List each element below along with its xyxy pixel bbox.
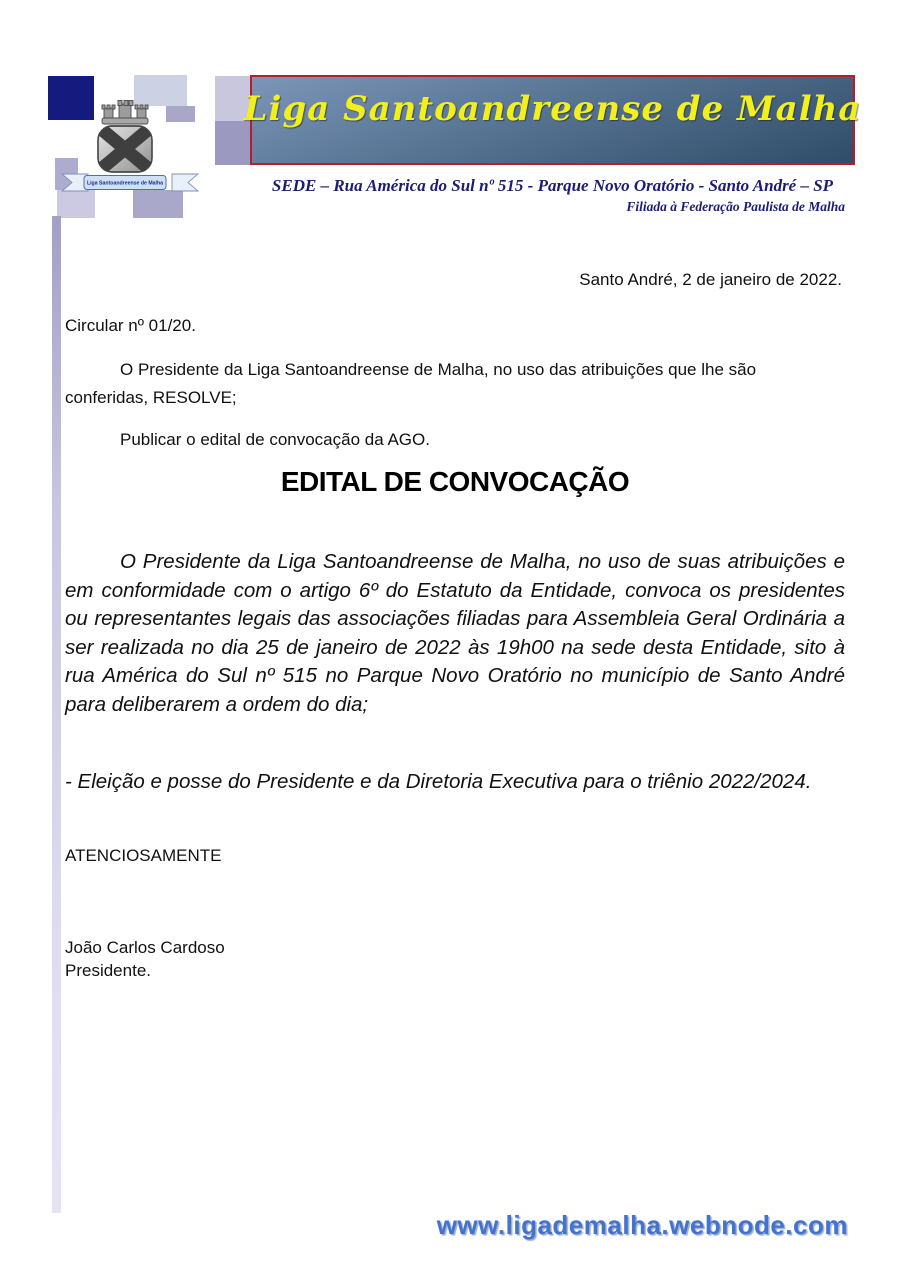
crest-shield-icon (94, 120, 158, 178)
signature-role: Presidente. (65, 961, 151, 980)
crest-crown-icon (102, 101, 148, 125)
closing-salutation: ATENCIOSAMENTE (65, 846, 222, 865)
signature-name: João Carlos Cardoso (65, 938, 225, 957)
website-link[interactable]: www.ligademalha.webnode.com (436, 1210, 848, 1240)
opening-paragraph: O Presidente da Liga Santoandreense de Malha, no uso das atribuições que lhe são conferidas, RESOLVE; (65, 360, 757, 407)
convocation-body-paragraph: O Presidente da Liga Santoandreense de Malha, no uso de suas atribuições e em conformidade com o artigo 6º do Estatuto da Entidade, convoca os presidentes ou representantes legais das associações filiadas para Assembleia Geral Ordinária a ser realizada no dia 25 de janeiro de 2022 às 19h00 na sede desta Entidade, sito à rua América do Sul nº 515 no Parque Novo Oratório no município de Santo André para deliberarem a ordem do dia; (65, 550, 845, 716)
signature-block (65, 936, 225, 982)
left-margin-strip (52, 216, 61, 1213)
crest-graphic (60, 100, 200, 195)
dateline: Santo André, 2 de janeiro de 2022. (579, 270, 842, 289)
document-title: EDITAL DE CONVOCAÇÃO (280, 466, 630, 497)
crest-ribbon-icon (62, 174, 198, 191)
resolution-paragraph: Publicar o edital de convocação da AGO. (120, 430, 430, 449)
agenda-item: - Eleição e posse do Presidente e da Diretoria Executiva para o triênio 2022/2024. (65, 770, 812, 793)
crest-ribbon-label: Liga Santoandreense de Malha (86, 180, 164, 187)
organization-name: Liga Santoandreense de Malha (243, 89, 862, 129)
circular-reference: Circular nº 01/20. (65, 316, 196, 335)
header-banner (243, 75, 862, 165)
affiliation-line: Filiada à Federação Paulista de Malha (626, 199, 845, 214)
club-crest-logo (60, 100, 200, 195)
hq-address-line: SEDE – Rua América do Sul nº 515 - Parque Novo Oratório - Santo André – SP (271, 176, 834, 195)
